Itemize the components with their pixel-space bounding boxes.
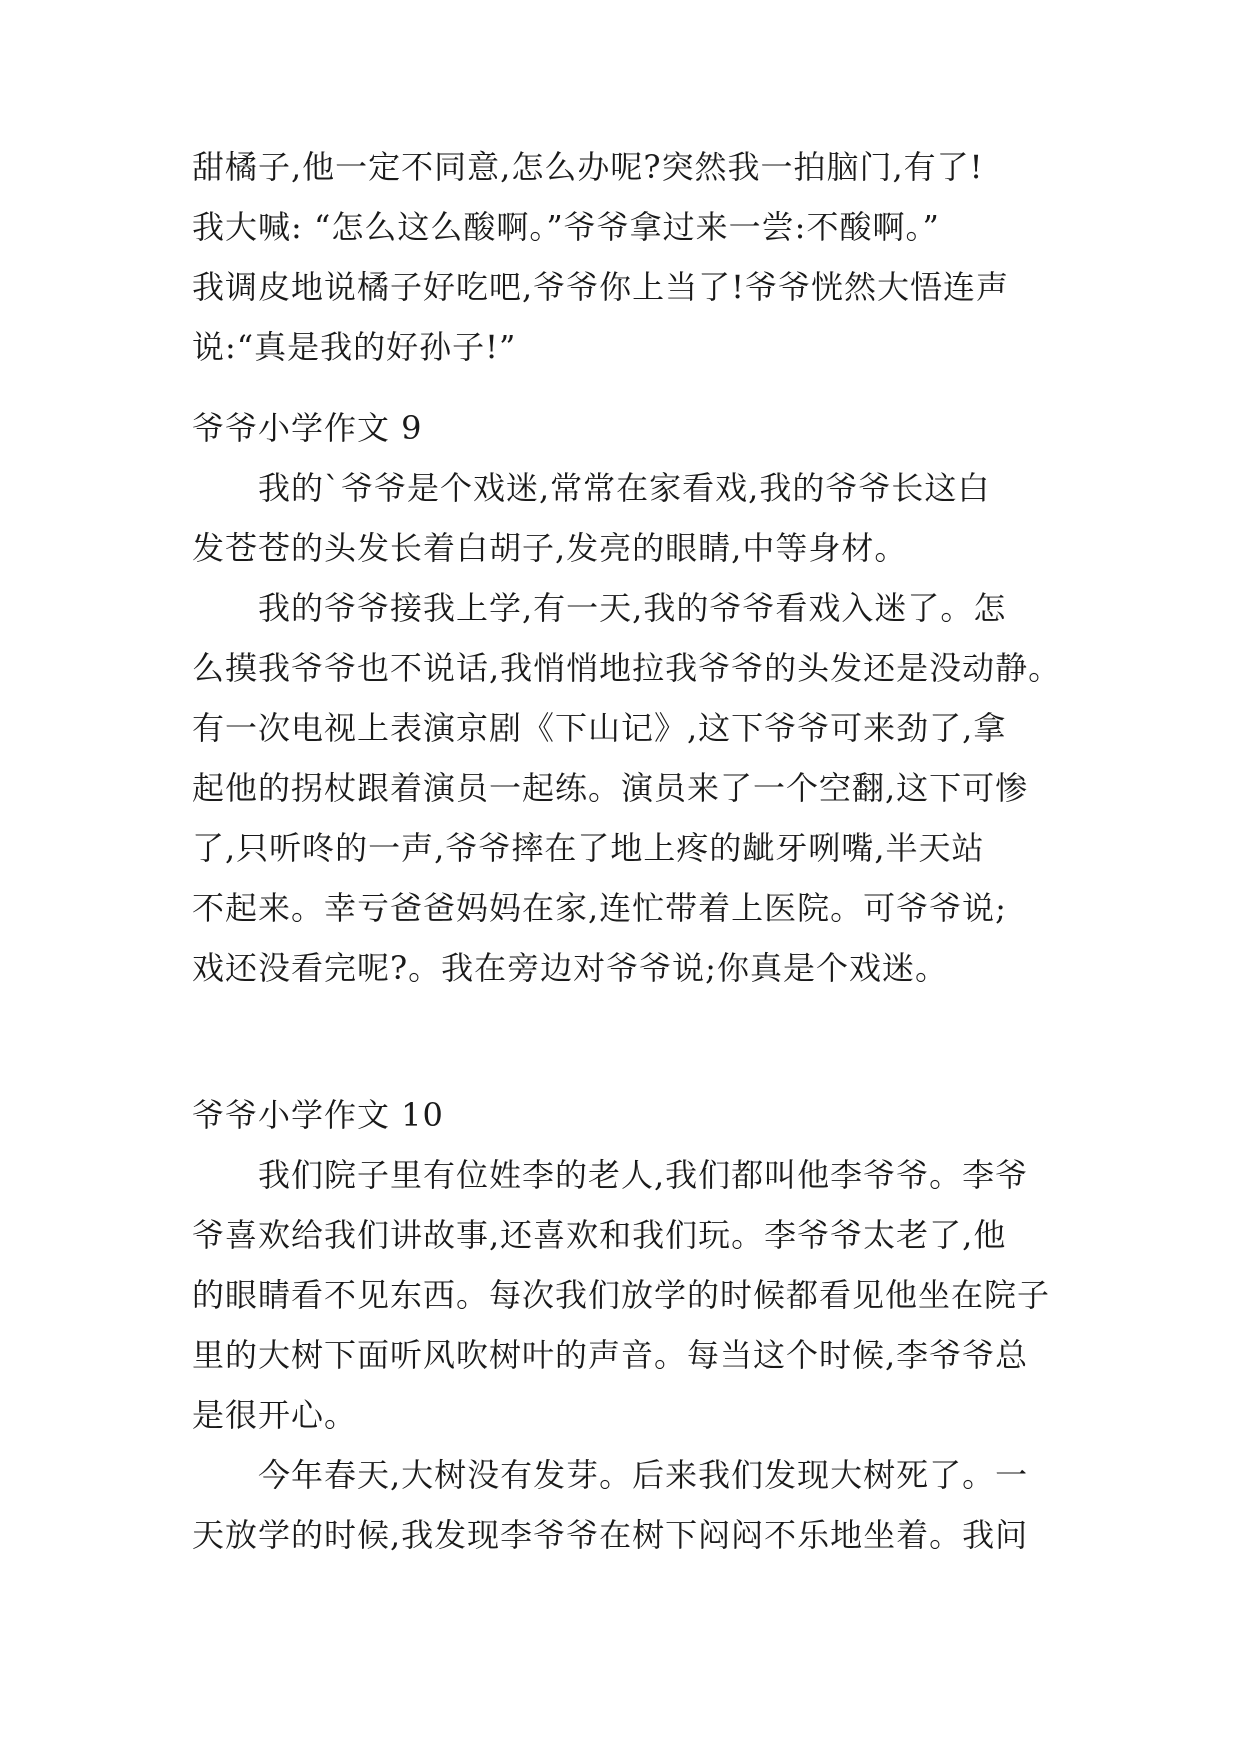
paragraph-line: 甜橘子,他一定不同意,怎么办呢?突然我一拍脑门,有了! — [192, 148, 984, 186]
paragraph-line: 我的`爷爷是个戏迷,常常在家看戏,我的爷爷长这白 — [258, 469, 991, 507]
paragraph-line: 我调皮地说橘子好吃吧,爷爷你上当了!爷爷恍然大悟连声 — [192, 268, 1010, 306]
essay-9-paragraph-1 — [192, 458, 1052, 578]
paragraph-line: 天放学的时候,我发现李爷爷在树下闷闷不乐地坐着。我问 — [192, 1516, 1029, 1554]
paragraph-line: 我大喊: “怎么这么酸啊。”爷爷拿过来一尝:不酸啊。” — [192, 208, 940, 246]
paragraph-line: 起他的拐杖跟着演员一起练。演员来了一个空翻,这下可惨 — [192, 769, 1029, 807]
paragraph-line: 有一次电视上表演京剧《下山记》,这下爷爷可来劲了,拿 — [192, 709, 1007, 747]
paragraph-line: 戏还没看完呢?。我在旁边对爷爷说;你真是个戏迷。 — [192, 949, 948, 987]
paragraph-line: 是很开心。 — [192, 1396, 358, 1434]
paragraph-line: 爷喜欢给我们讲故事,还喜欢和我们玩。李爷爷太老了,他 — [192, 1216, 1007, 1254]
essay-10-paragraph-1 — [192, 1145, 1052, 1445]
essay-10-paragraph-2 — [192, 1445, 1052, 1565]
essay-9-paragraph-2 — [192, 578, 1062, 998]
paragraph-line: 不起来。幸亏爸爸妈妈在家,连忙带着上医院。可爷爷说; — [192, 889, 1007, 927]
paragraph-line: 发苍苍的头发长着白胡子,发亮的眼睛,中等身材。 — [192, 529, 908, 567]
paragraph-line: 我的爷爷接我上学,有一天,我的爷爷看戏入迷了。怎 — [258, 589, 1007, 627]
paragraph-line: 我们院子里有位姓李的老人,我们都叫他李爷爷。李爷 — [258, 1156, 1029, 1194]
paragraph-line: 么摸我爷爷也不说话,我悄悄地拉我爷爷的头发还是没动静。 — [192, 649, 1062, 687]
paragraph-line: 今年春天,大树没有发芽。后来我们发现大树死了。一 — [258, 1456, 1029, 1494]
essay-10-title: 爷爷小学作文 10 — [192, 1096, 444, 1134]
paragraph-line: 说:“真是我的好孙子!” — [192, 328, 517, 366]
paragraph-line: 的眼睛看不见东西。每次我们放学的时候都看见他坐在院子 — [192, 1276, 1051, 1314]
continuation-paragraph — [192, 137, 1052, 377]
paragraph-line: 里的大树下面听风吹树叶的声音。每当这个时候,李爷爷总 — [192, 1336, 1029, 1374]
essay-9-title: 爷爷小学作文 9 — [192, 409, 423, 447]
paragraph-line: 了,只听咚的一声,爷爷摔在了地上疼的龇牙咧嘴,半天站 — [192, 829, 985, 867]
